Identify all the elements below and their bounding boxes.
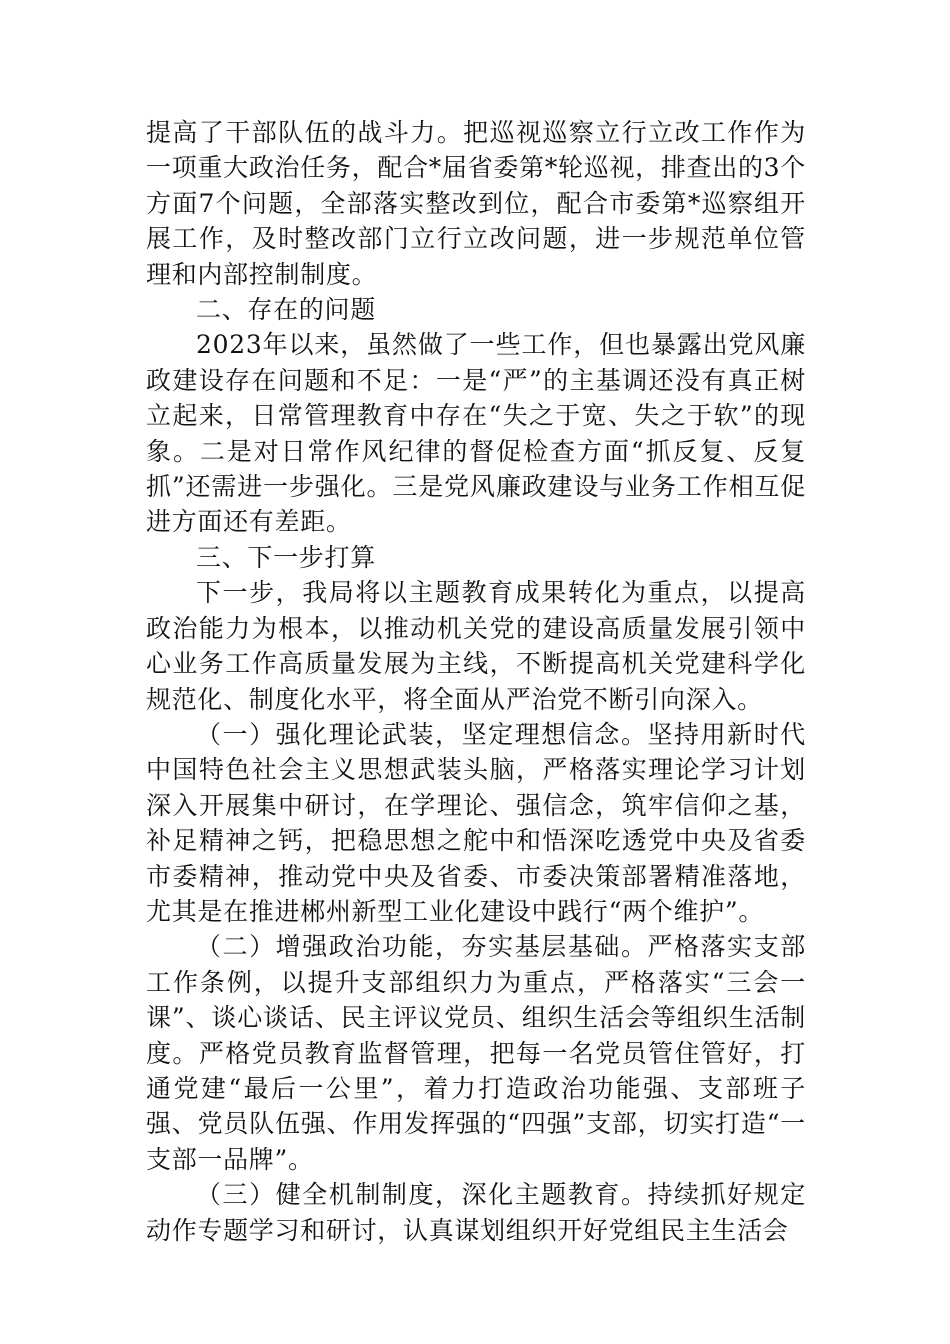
paragraph-continued: 提高了干部队伍的战斗力。把巡视巡察立行立改工作作为一项重大政治任务，配合*届省委第*轮巡视，排查出的3个方面7个问题，全部落实整改到位，配合市委第*巡察组开展工作，及时整改部门立行立改问题，进一步规范单位管理和内部控制制度。	[146, 118, 806, 289]
document-body	[146, 115, 806, 1248]
paragraph-next-steps: 下一步，我局将以主题教育成果转化为重点，以提高政治能力为根本，以推动机关党的建设高质量发展引领中心业务工作高质量发展为主线，不断提高机关党建科学化规范化、制度化水平，将全面从严治党不断引向深入。	[146, 578, 806, 714]
section-heading-next-steps: 三、下一步打算	[196, 542, 376, 572]
section-heading-problems: 二、存在的问题	[196, 295, 376, 325]
paragraph-item-2: （二）增强政治功能，夯实基层基础。严格落实支部工作条例，以提升支部组织力为重点，严格落实“三会一课”、谈心谈话、民主评议党员、组织生活会等组织生活制度。严格党员教育监督管理，把每一名党员管住管好，打通党建“最后一公里”，着力打造政治功能强、支部班子强、党员队伍强、作用发挥强的“四强”支部，切实打造“一支部一品牌”。	[146, 932, 806, 1174]
paragraph-problems: 2023年以来，虽然做了一些工作，但也暴露出党风廉政建设存在问题和不足：一是“严”的主基调还没有真正树立起来，日常管理教育中存在“失之于宽、失之于软”的现象。二是对日常作风纪律的督促检查方面“抓反复、反复抓”还需进一步强化。三是党风廉政建设与业务工作相互促进方面还有差距。	[146, 330, 806, 537]
paragraph-item-3: （三）健全机制制度，深化主题教育。持续抓好规定动作专题学习和研讨，认真谋划组织开好党组民主生活会	[146, 1180, 806, 1245]
paragraph-item-1: （一）强化理论武装，坚定理想信念。坚持用新时代中国特色社会主义思想武装头脑，严格落实理论学习计划深入开展集中研讨，在学理论、强信念，筑牢信仰之基，补足精神之钙，把稳思想之舵中和悟深吃透党中央及省委市委精神，推动党中央及省委、市委决策部署精准落地，尤其是在推进郴州新型工业化建设中践行“两个维护”。	[146, 719, 806, 926]
